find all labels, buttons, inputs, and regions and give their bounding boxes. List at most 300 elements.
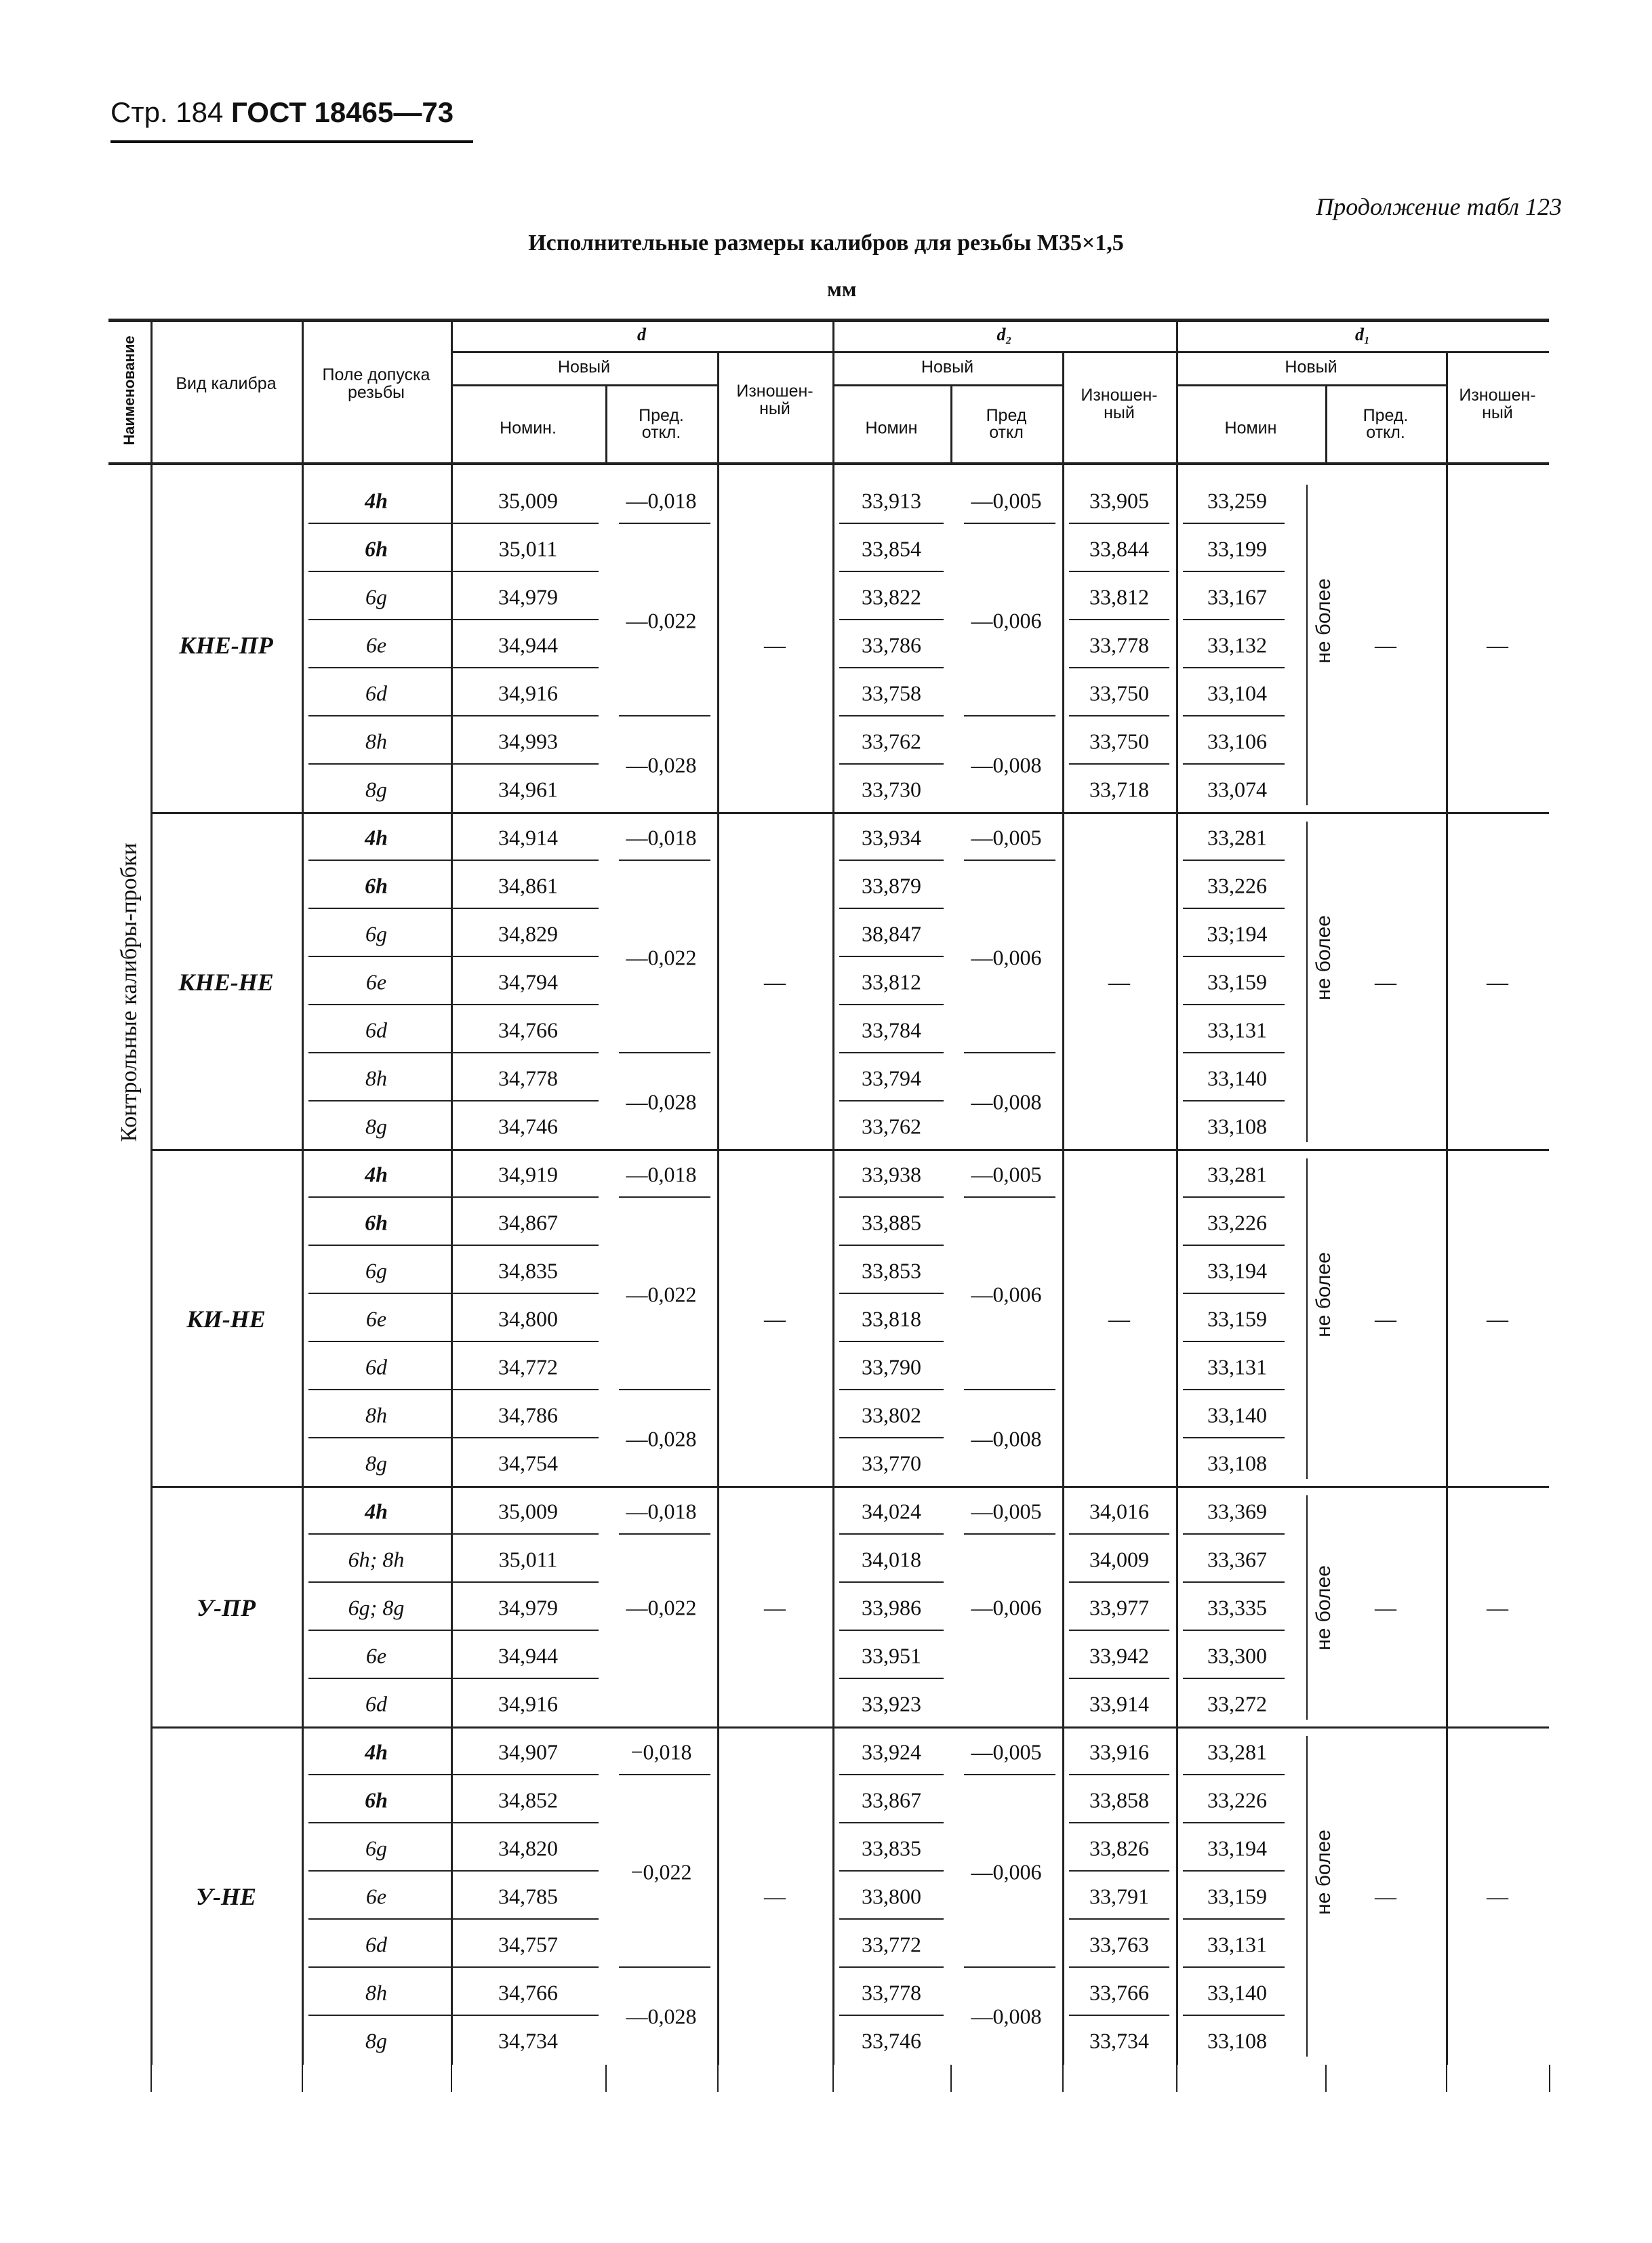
- d-deviation: —0,022: [626, 608, 697, 633]
- rule-line: [308, 1004, 599, 1005]
- d-nominal: 34,919: [498, 1162, 558, 1186]
- rule-line: [1183, 2015, 1285, 2016]
- rule-line: [1306, 822, 1308, 1142]
- rule-line: [950, 2065, 952, 2092]
- rule-line: [1306, 1158, 1308, 1479]
- d1-nominal: 33,272: [1207, 1691, 1267, 1716]
- d2-nominal: 33,885: [862, 1210, 921, 1234]
- d2-worn-dash: —: [1108, 969, 1130, 994]
- tolerance-field: 6e: [365, 1306, 387, 1331]
- col-header-worn-d1: Изношен-ный: [1459, 386, 1536, 422]
- rule-line: [1183, 908, 1285, 909]
- not-more-note: не более: [1312, 1564, 1335, 1651]
- row-group-label: Контрольные калибры-пробки: [117, 843, 142, 1142]
- rule-line: [1183, 523, 1285, 524]
- rule-line: [1069, 715, 1169, 716]
- d2-nominal: 33,822: [862, 584, 921, 609]
- rule-line: [839, 667, 944, 668]
- rule-line: [1306, 1736, 1308, 2057]
- rule-line: [839, 1004, 944, 1005]
- rule-line: [1446, 351, 1448, 2065]
- d2-nominal: 33,951: [862, 1643, 921, 1668]
- rule-line: [302, 2065, 303, 2092]
- d2-worn: 34,016: [1089, 1499, 1149, 1523]
- rule-line: [605, 384, 607, 462]
- rule-line: [308, 956, 599, 957]
- rule-line: [619, 1533, 710, 1535]
- tolerance-field: 6h; 8h: [348, 1547, 405, 1571]
- d1-worn-dash: —: [1487, 632, 1508, 657]
- d2-nominal: 38,847: [862, 921, 921, 946]
- rule-line: [308, 763, 599, 765]
- tolerance-field: 6h: [365, 1210, 388, 1234]
- d1-nominal: 33,140: [1207, 1402, 1267, 1427]
- d1-nominal: 33,300: [1207, 1643, 1267, 1668]
- rule-line: [1306, 1495, 1308, 1720]
- d2-nominal: 34,018: [862, 1547, 921, 1571]
- tolerance-field: 4h: [365, 1739, 388, 1764]
- rule-line: [1069, 2015, 1169, 2016]
- col-header-pred-d1: Пред. откл.: [1363, 406, 1409, 442]
- rule-line: [1069, 523, 1169, 524]
- d1-nominal: 33,159: [1207, 1306, 1267, 1331]
- rule-line: [1069, 619, 1169, 620]
- rule-line: [839, 1437, 944, 1438]
- rule-line: [108, 462, 1549, 465]
- d1-nominal: 33,131: [1207, 1354, 1267, 1379]
- d-deviation: —0,022: [626, 1282, 697, 1307]
- tolerance-field: 8g: [365, 2028, 387, 2053]
- d2-deviation: —0,006: [971, 945, 1042, 970]
- d-nominal: 34,979: [498, 1595, 558, 1619]
- d1-worn-dash: —: [1487, 969, 1508, 994]
- d1-deviation-dash: —: [1375, 1884, 1396, 1908]
- d2-worn: 33,750: [1089, 681, 1149, 705]
- gauge-type-name: КНЕ-ПР: [179, 631, 273, 659]
- rule-line: [1183, 1966, 1285, 1968]
- d1-nominal: 33,281: [1207, 1739, 1267, 1764]
- d-deviation: —0,018: [626, 825, 697, 849]
- rule-line: [964, 523, 1055, 524]
- rule-line: [839, 1774, 944, 1775]
- rule-line: [832, 384, 1062, 386]
- tolerance-field: 4h: [365, 1162, 388, 1186]
- rule-line: [964, 1966, 1055, 1968]
- rule-line: [839, 1389, 944, 1390]
- d2-worn: 33,916: [1089, 1739, 1149, 1764]
- d2-worn: 33,791: [1089, 1884, 1149, 1908]
- rule-line: [839, 1533, 944, 1535]
- col-header-new-d: Новый: [557, 357, 611, 377]
- d-deviation: —0,028: [626, 1089, 697, 1114]
- d1-nominal: 33;194: [1207, 921, 1268, 946]
- not-more-note: не более: [1312, 915, 1335, 1001]
- rule-line: [308, 1630, 599, 1631]
- d1-nominal: 33,108: [1207, 1114, 1267, 1138]
- d-nominal: 34,914: [498, 825, 558, 849]
- rule-line: [1183, 667, 1285, 668]
- d1-nominal: 33,106: [1207, 729, 1267, 753]
- d2-deviation: —0,006: [971, 1282, 1042, 1307]
- d-nominal: 34,916: [498, 1691, 558, 1716]
- d2-nominal: 33,762: [862, 729, 921, 753]
- rule-line: [1183, 1918, 1285, 1920]
- d-nominal: 35,011: [498, 1547, 558, 1571]
- rule-line: [1069, 667, 1169, 668]
- rule-line: [308, 860, 599, 861]
- tolerance-field: 4h: [365, 825, 388, 849]
- d1-nominal: 33,074: [1207, 777, 1267, 801]
- tolerance-field: 6e: [365, 1643, 387, 1668]
- d1-nominal: 33,140: [1207, 1066, 1267, 1090]
- rule-line: [964, 860, 1055, 861]
- d1-nominal: 33,131: [1207, 1932, 1267, 1956]
- rule-line: [150, 1726, 1549, 1729]
- rule-line: [308, 1293, 599, 1294]
- rule-line: [619, 1196, 710, 1198]
- tolerance-field: 8h: [365, 1066, 387, 1090]
- tolerance-field: 6e: [365, 1884, 387, 1908]
- rule-line: [839, 1245, 944, 1246]
- tolerance-field: 8h: [365, 1402, 387, 1427]
- col-header-d2: d₂: [996, 325, 1012, 344]
- rule-line: [717, 351, 719, 2065]
- rule-line: [1069, 1581, 1169, 1583]
- d-deviation: −0,018: [630, 1739, 692, 1764]
- rule-line: [308, 1918, 599, 1920]
- tolerance-field: 6d: [365, 1932, 387, 1956]
- rule-line: [839, 1196, 944, 1198]
- rule-line: [839, 860, 944, 861]
- gauge-type-name: У-ПР: [196, 1594, 256, 1621]
- d-nominal: 34,835: [498, 1258, 558, 1282]
- col-header-nomin-d1: Номин: [1224, 418, 1277, 438]
- d2-nominal: 33,758: [862, 681, 921, 705]
- d2-nominal: 33,730: [862, 777, 921, 801]
- d2-worn-dash: —: [1108, 1306, 1130, 1331]
- col-header-d: d: [637, 325, 646, 344]
- d2-nominal: 33,790: [862, 1354, 921, 1379]
- d2-worn: 34,009: [1089, 1547, 1149, 1571]
- col-header-new-d1: Новый: [1285, 357, 1337, 377]
- d1-nominal: 33,159: [1207, 1884, 1267, 1908]
- d-nominal: 34,944: [498, 1643, 558, 1668]
- d2-deviation: —0,005: [971, 1162, 1042, 1186]
- rule-line: [150, 319, 153, 2065]
- tolerance-field: 6d: [365, 681, 387, 705]
- rule-line: [150, 1486, 1549, 1488]
- rule-line: [1069, 1774, 1169, 1775]
- d2-nominal: 33,986: [862, 1595, 921, 1619]
- d1-nominal: 33,167: [1207, 584, 1267, 609]
- rule-line: [1183, 1533, 1285, 1535]
- tolerance-field: 8h: [365, 729, 387, 753]
- rule-line: [1069, 1822, 1169, 1823]
- d2-deviation: —0,008: [971, 752, 1042, 777]
- rule-line: [717, 2065, 719, 2092]
- page-number: Стр. 184: [110, 96, 224, 128]
- col-header-nomin-d2: Номин: [865, 418, 918, 438]
- rule-line: [150, 1149, 1549, 1151]
- rule-line: [605, 2065, 607, 2092]
- rule-line: [308, 1245, 599, 1246]
- tolerance-field: 8g: [365, 777, 387, 801]
- table-title: Исполнительные размеры калибров для резьбы М35×1,5: [528, 230, 1124, 256]
- gauge-type-name: КНЕ-НЕ: [178, 968, 274, 996]
- d1-nominal: 33,140: [1207, 1980, 1267, 2004]
- tolerance-field: 8h: [365, 1980, 387, 2004]
- d-worn-dash: —: [764, 632, 786, 657]
- rule-line: [964, 715, 1055, 716]
- d1-nominal: 33,132: [1207, 632, 1267, 657]
- d-nominal: 34,785: [498, 1884, 558, 1908]
- rule-line: [1325, 2065, 1327, 2092]
- d-nominal: 34,778: [498, 1066, 558, 1090]
- tolerance-field: 6e: [365, 969, 387, 994]
- d-worn-dash: —: [764, 1884, 786, 1908]
- d1-nominal: 33,226: [1207, 873, 1267, 897]
- rule-line: [839, 908, 944, 909]
- rule-line: [1549, 2065, 1550, 2092]
- d2-nominal: 33,867: [862, 1787, 921, 1812]
- d1-nominal: 33,108: [1207, 1451, 1267, 1475]
- rule-line: [832, 319, 834, 2065]
- tolerance-field: 8g: [365, 1114, 387, 1138]
- rule-line: [1183, 1822, 1285, 1823]
- rule-line: [839, 1293, 944, 1294]
- d1-nominal: 33,194: [1207, 1836, 1267, 1860]
- rule-line: [839, 523, 944, 524]
- tolerance-field: 6h: [365, 536, 388, 561]
- rule-line: [1446, 2065, 1447, 2092]
- rule-line: [619, 1052, 710, 1053]
- rule-line: [451, 351, 832, 353]
- tolerance-field: 6g: [365, 584, 387, 609]
- rule-line: [1183, 1293, 1285, 1294]
- tolerance-field: 6h: [365, 1787, 388, 1812]
- continuation-note: Продолжение табл 123: [1316, 193, 1562, 220]
- rule-line: [619, 1966, 710, 1968]
- rule-line: [308, 571, 599, 572]
- not-more-note: не более: [1312, 1252, 1335, 1337]
- d-deviation: —0,028: [626, 2004, 697, 2029]
- rule-line: [1183, 1052, 1285, 1053]
- rule-line: [964, 1196, 1055, 1198]
- unit-label: мм: [827, 277, 857, 301]
- d2-nominal: 33,778: [862, 1980, 921, 2004]
- d2-deviation: —0,006: [971, 608, 1042, 633]
- rule-line: [839, 2015, 944, 2016]
- rule-line: [1183, 1004, 1285, 1005]
- rule-line: [308, 1052, 599, 1053]
- d2-deviation: —0,006: [971, 1595, 1042, 1619]
- rule-line: [1183, 763, 1285, 765]
- tolerance-field: 4h: [365, 1499, 388, 1523]
- d-deviation: −0,022: [630, 1859, 692, 1884]
- gauge-type-name: У-НЕ: [195, 1882, 257, 1910]
- d-deviation: —0,022: [626, 945, 697, 970]
- d-nominal: 34,754: [498, 1451, 558, 1475]
- d-nominal: 34,829: [498, 921, 558, 946]
- d2-worn: 33,718: [1089, 777, 1149, 801]
- tolerance-field: 6e: [365, 632, 387, 657]
- rule-line: [1069, 763, 1169, 765]
- d-nominal: 34,766: [498, 1017, 558, 1042]
- d2-nominal: 33,913: [862, 488, 921, 512]
- rule-line: [308, 1581, 599, 1583]
- d2-worn: 33,942: [1089, 1643, 1149, 1668]
- standard-code: ГОСТ 18465—73: [231, 96, 454, 128]
- d-nominal: 34,993: [498, 729, 558, 753]
- rule-line: [308, 1533, 599, 1535]
- d1-nominal: 33,281: [1207, 825, 1267, 849]
- rule-line: [1069, 1870, 1169, 1872]
- d-nominal: 34,907: [498, 1739, 558, 1764]
- rule-line: [619, 860, 710, 861]
- tolerance-field: 4h: [365, 488, 388, 512]
- d2-nominal: 33,784: [862, 1017, 921, 1042]
- rule-line: [1069, 571, 1169, 572]
- rule-line: [619, 1389, 710, 1390]
- rule-line: [839, 619, 944, 620]
- d2-nominal: 33,924: [862, 1739, 921, 1764]
- rule-line: [1069, 1678, 1169, 1679]
- rule-line: [308, 1389, 599, 1390]
- rule-line: [839, 1870, 944, 1872]
- d1-nominal: 33,159: [1207, 969, 1267, 994]
- d-deviation: —0,022: [626, 1595, 697, 1619]
- rule-line: [839, 1822, 944, 1823]
- rule-line: [1069, 1533, 1169, 1535]
- d2-nominal: 33,770: [862, 1451, 921, 1475]
- d2-nominal: 34,024: [862, 1499, 921, 1523]
- rule-line: [308, 1100, 599, 1102]
- rule-line: [1183, 1774, 1285, 1775]
- d2-deviation: —0,006: [971, 1859, 1042, 1884]
- d-nominal: 34,786: [498, 1402, 558, 1427]
- d2-nominal: 33,802: [862, 1402, 921, 1427]
- rule-line: [1069, 1918, 1169, 1920]
- rule-line: [1069, 1966, 1169, 1968]
- rule-line: [308, 1678, 599, 1679]
- d-deviation: —0,028: [626, 752, 697, 777]
- rule-line: [1183, 1581, 1285, 1583]
- tolerance-field: 6d: [365, 1691, 387, 1716]
- rule-line: [1176, 351, 1549, 353]
- d-nominal: 35,009: [498, 488, 558, 512]
- rule-line: [619, 1774, 710, 1775]
- rule-line: [1069, 1630, 1169, 1631]
- gauge-type-name: КИ-НЕ: [186, 1305, 266, 1333]
- d-nominal: 34,800: [498, 1306, 558, 1331]
- d2-nominal: 33,938: [862, 1162, 921, 1186]
- rule-line: [451, 2065, 452, 2092]
- tolerance-field: 6g: [365, 1836, 387, 1860]
- d-nominal: 34,916: [498, 681, 558, 705]
- d1-deviation-dash: —: [1375, 969, 1396, 994]
- rule-line: [832, 351, 1176, 353]
- tolerance-field: 6g: [365, 921, 387, 946]
- col-header-nomin-d: Номин.: [500, 418, 557, 438]
- rule-line: [839, 1341, 944, 1342]
- d-nominal: 34,772: [498, 1354, 558, 1379]
- rule-line: [150, 812, 1549, 814]
- d-nominal: 34,766: [498, 1980, 558, 2004]
- tolerance-field: 8g: [365, 1451, 387, 1475]
- d2-worn: 33,914: [1089, 1691, 1149, 1716]
- rule-line: [839, 1678, 944, 1679]
- d-nominal: 34,852: [498, 1787, 558, 1812]
- rule-line: [1183, 715, 1285, 716]
- rule-line: [1183, 1245, 1285, 1246]
- rule-line: [1183, 1630, 1285, 1631]
- rule-line: [839, 1052, 944, 1053]
- tolerance-field: 6d: [365, 1354, 387, 1379]
- rule-line: [1176, 384, 1446, 386]
- col-header-d1: d₁: [1354, 325, 1371, 344]
- d1-nominal: 33,281: [1207, 1162, 1267, 1186]
- rule-line: [1183, 1870, 1285, 1872]
- rule-line: [839, 1100, 944, 1102]
- rule-line: [1183, 1100, 1285, 1102]
- tolerance-field: 6g; 8g: [348, 1595, 405, 1619]
- not-more-note: не более: [1312, 1830, 1335, 1915]
- rule-line: [1183, 1389, 1285, 1390]
- rule-line: [308, 1774, 599, 1775]
- d-deviation: —0,018: [626, 1162, 697, 1186]
- rule-line: [150, 2065, 152, 2092]
- d2-nominal: 33,800: [862, 1884, 921, 1908]
- col-header-new-d2: Новый: [921, 357, 974, 377]
- d2-nominal: 33,879: [862, 873, 921, 897]
- rule-line: [964, 1389, 1055, 1390]
- rule-line: [308, 908, 599, 909]
- d1-nominal: 33,194: [1207, 1258, 1267, 1282]
- d-nominal: 34,794: [498, 969, 558, 994]
- rule-line: [839, 1581, 944, 1583]
- d2-nominal: 33,794: [862, 1066, 921, 1090]
- d1-nominal: 33,259: [1207, 488, 1267, 512]
- rule-line: [308, 1822, 599, 1823]
- rule-line: [832, 2065, 834, 2092]
- rule-line: [1183, 1341, 1285, 1342]
- col-header-naimenovanie: Наименование: [121, 336, 138, 445]
- d2-nominal: 33,746: [862, 2028, 921, 2053]
- rule-line: [839, 763, 944, 765]
- d1-deviation-dash: —: [1375, 1306, 1396, 1331]
- col-header-worn-d2: Изношен-ный: [1081, 386, 1158, 422]
- d2-worn: 33,778: [1089, 632, 1149, 657]
- d-nominal: 34,861: [498, 873, 558, 897]
- d-deviation: —0,018: [626, 1499, 697, 1523]
- d-nominal: 34,820: [498, 1836, 558, 1860]
- d-worn-dash: —: [764, 1306, 786, 1331]
- d1-worn-dash: —: [1487, 1884, 1508, 1908]
- d-worn-dash: —: [764, 1595, 786, 1619]
- rule-line: [308, 1341, 599, 1342]
- rule-line: [839, 1966, 944, 1968]
- d2-worn: 33,905: [1089, 488, 1149, 512]
- rule-line: [1183, 1437, 1285, 1438]
- d1-worn-dash: —: [1487, 1306, 1508, 1331]
- col-header-pred-d: Пред. откл.: [639, 406, 684, 442]
- d-deviation: —0,018: [626, 488, 697, 512]
- rule-line: [1325, 384, 1327, 462]
- rule-line: [108, 319, 1549, 322]
- d2-nominal: 33,786: [862, 632, 921, 657]
- d1-deviation-dash: —: [1375, 632, 1396, 657]
- rule-line: [839, 1918, 944, 1920]
